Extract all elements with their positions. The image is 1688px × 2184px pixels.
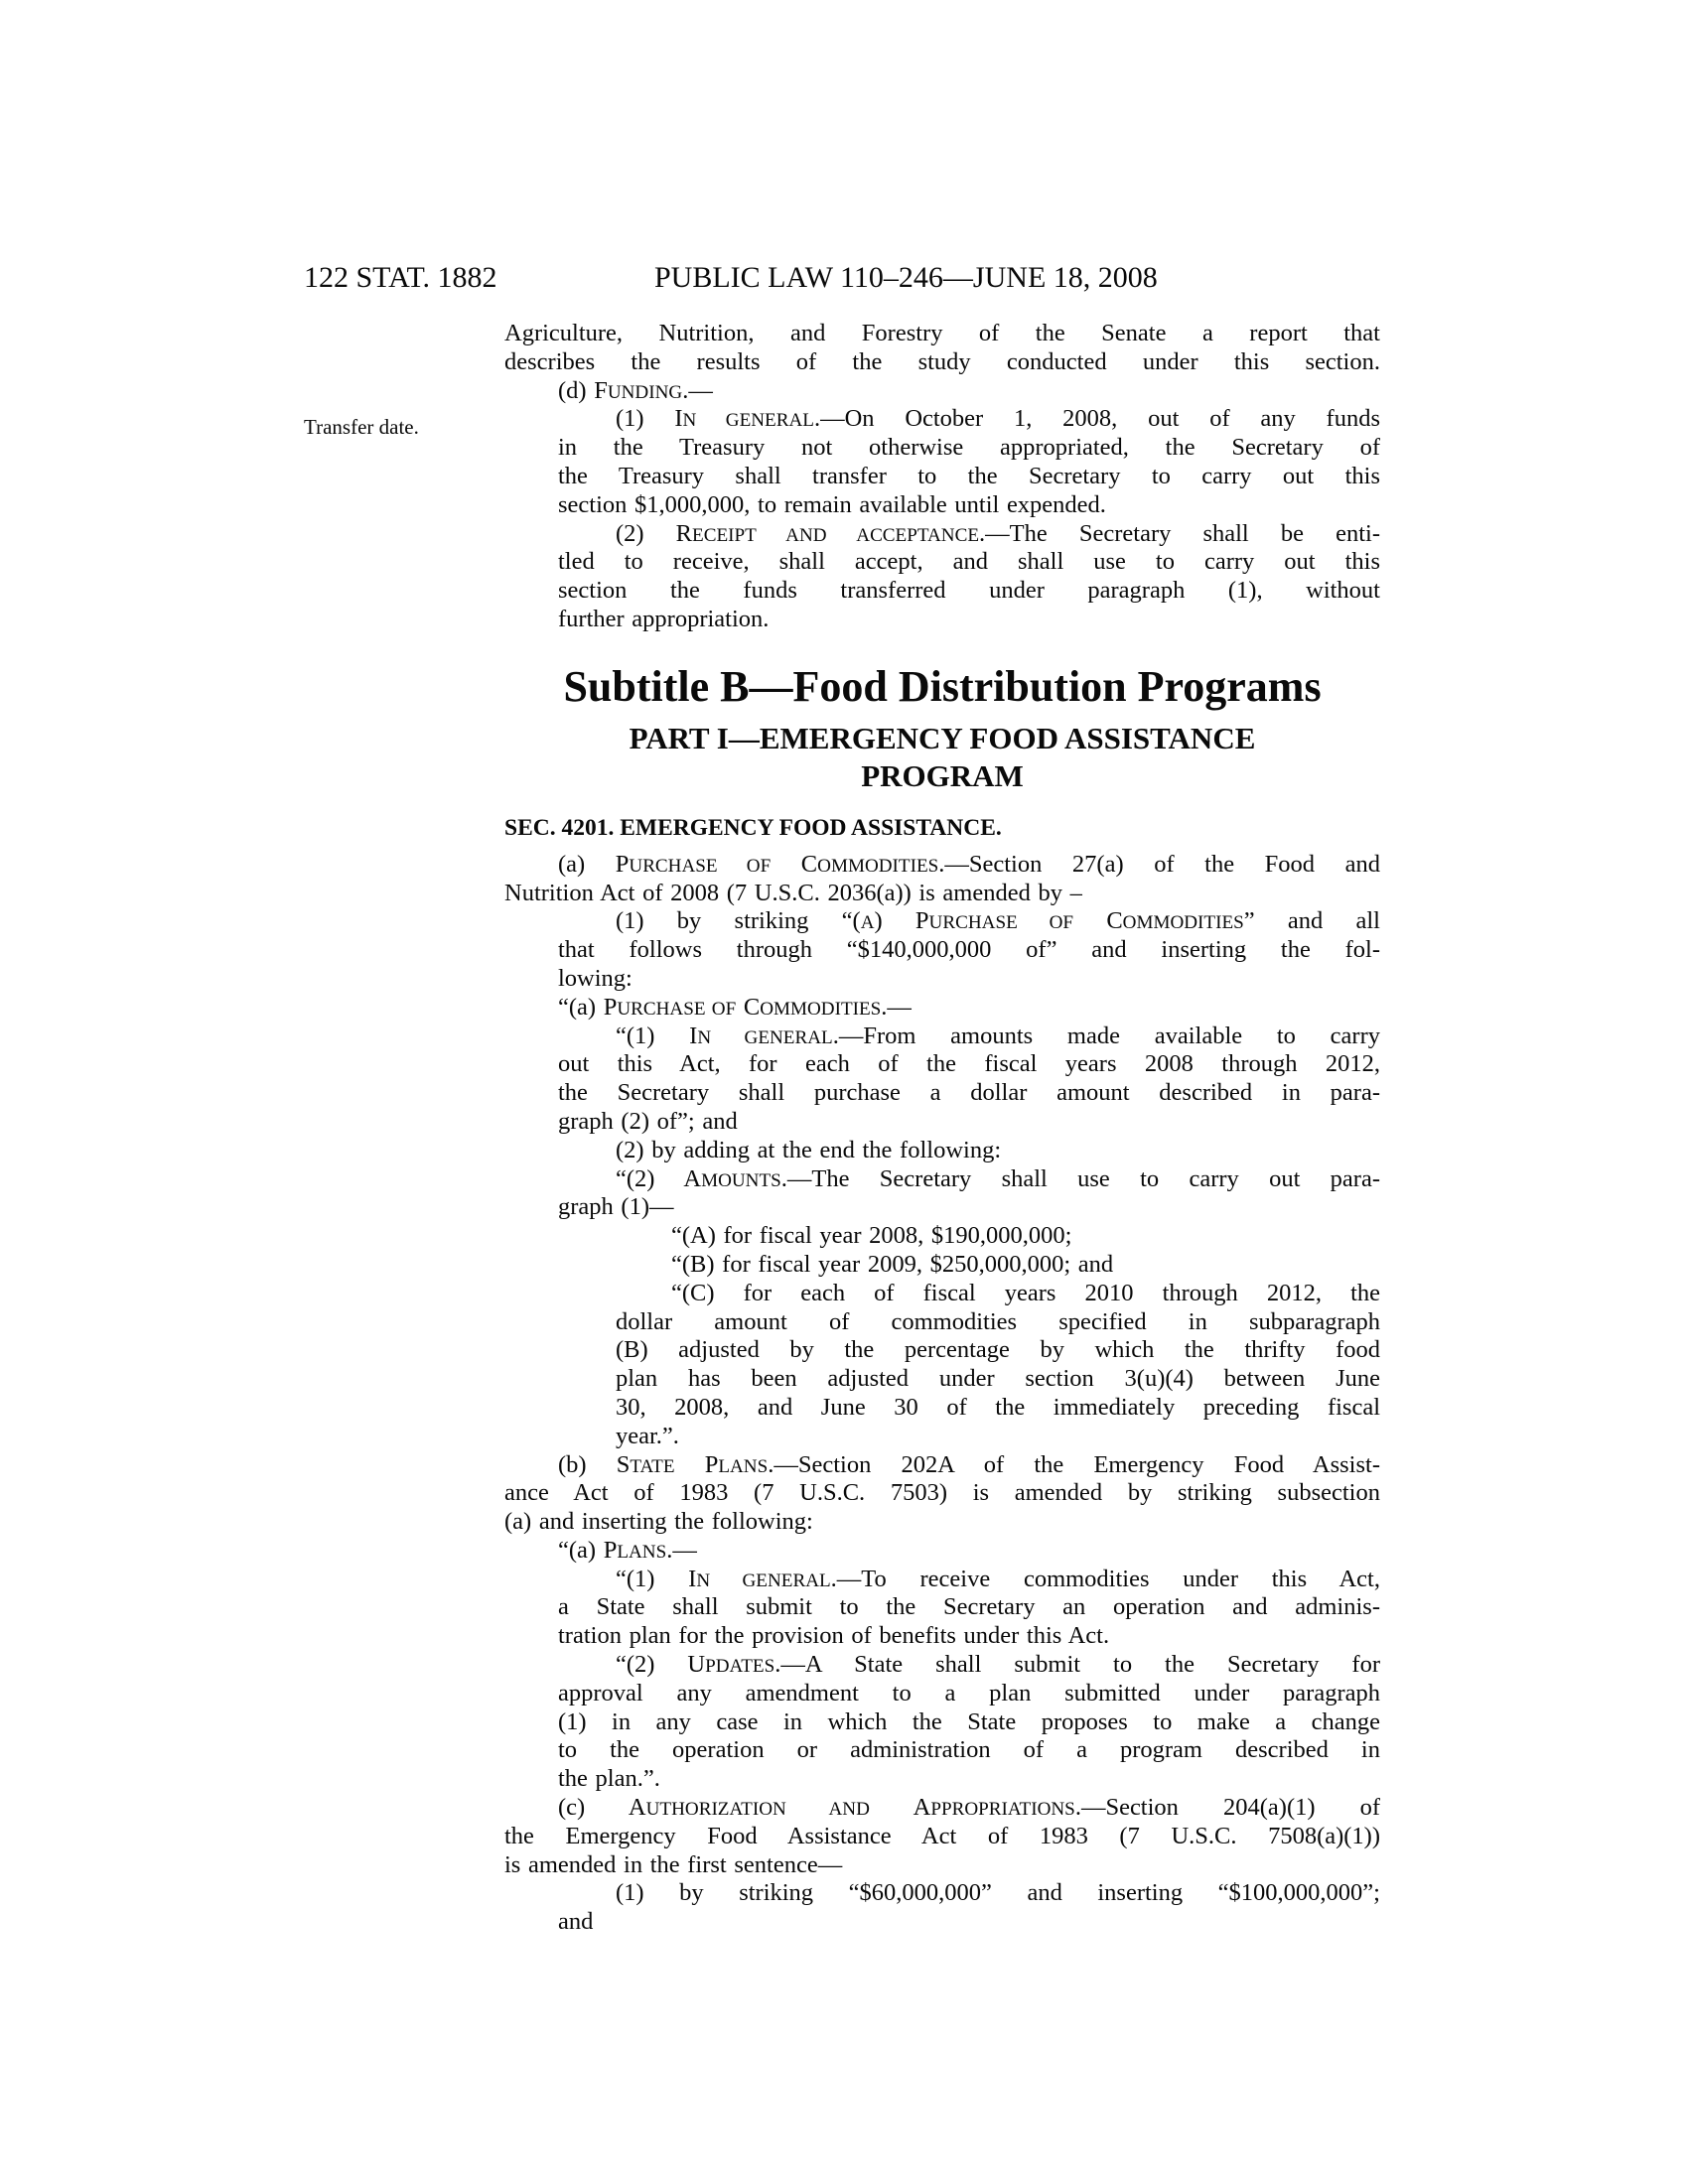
text-line: approval any amendment to a plan submitted under paragraph bbox=[558, 1679, 1380, 1706]
text-line: (2) by adding at the end the following: bbox=[616, 1136, 1002, 1163]
page-stat-number: 122 STAT. 1882 bbox=[304, 261, 497, 294]
small-caps-text: OMMODITIES bbox=[1122, 912, 1244, 934]
small-caps-text: URCHASE OF bbox=[617, 998, 737, 1020]
text-line: (d) FUNDING.— bbox=[558, 376, 713, 404]
text-line: (1) IN GENERAL.—On October 1, 2008, out of any funds bbox=[616, 405, 1380, 433]
body-block-b bbox=[504, 851, 1380, 1937]
text-line: the Emergency Food Assistance Act of 1983 (7 U.S.C. 7508(a)(1)) bbox=[504, 1822, 1380, 1849]
text-line: tration plan for the provision of benefits under this Act. bbox=[558, 1622, 1110, 1650]
small-caps-text: MOUNTS bbox=[701, 1169, 781, 1191]
text-line: in the Treasury not otherwise appropriated, the Secretary of bbox=[558, 434, 1380, 462]
small-caps-text: LANS bbox=[718, 1455, 769, 1477]
small-caps-text: PDATES bbox=[705, 1656, 775, 1678]
part-heading-line2: PROGRAM bbox=[861, 757, 1024, 793]
small-caps-text: UNDING bbox=[607, 381, 683, 403]
text-line: Nutrition Act of 2008 (7 U.S.C. 2036(a)) is amended by – bbox=[504, 879, 1082, 906]
text-line: ance Act of 1983 (7 U.S.C. 7503) is amended by striking subsection bbox=[504, 1479, 1380, 1507]
text-line: section $1,000,000, to remain available until expended. bbox=[558, 490, 1106, 518]
small-caps-text: ECEIPT AND ACCEPTANCE bbox=[692, 524, 980, 546]
text-line: (1) by striking “(A) PURCHASE OF COMMODITIES” and all bbox=[616, 907, 1380, 935]
text-line: plan has been adjusted under section 3(u)(4) between June bbox=[616, 1365, 1380, 1393]
small-caps-text: N GENERAL bbox=[696, 1570, 831, 1591]
text-line: (1) in any case in which the State proposes to make a change bbox=[558, 1707, 1380, 1735]
text-line: year.”. bbox=[616, 1422, 679, 1449]
small-caps-text: OMMODITIES bbox=[817, 855, 939, 877]
text-line: 30, 2008, and June 30 of the immediately preceding fiscal bbox=[616, 1393, 1380, 1421]
main-text-column bbox=[504, 320, 1380, 1937]
text-line: that follows through “$140,000,000 of” and inserting the fol- bbox=[558, 936, 1380, 964]
text-line: section the funds transferred under paragraph (1), without bbox=[558, 577, 1380, 605]
text-line: graph (1)— bbox=[558, 1193, 674, 1221]
body-block-a bbox=[504, 320, 1380, 634]
text-line: Agriculture, Nutrition, and Forestry of the Senate a report that bbox=[504, 320, 1380, 346]
text-line: (1) by striking “$60,000,000” and inserting “$100,000,000”; bbox=[616, 1879, 1380, 1907]
text-line: “(1) IN GENERAL.—From amounts made available to carry bbox=[616, 1022, 1380, 1049]
text-line: “(2) AMOUNTS.—The Secretary shall use to carry out para- bbox=[616, 1164, 1380, 1192]
text-line: further appropriation. bbox=[558, 605, 770, 632]
text-line: “(2) UPDATES.—A State shall submit to the Secretary for bbox=[616, 1651, 1380, 1679]
text-line: (a) and inserting the following: bbox=[504, 1508, 813, 1536]
text-line: to the operation or administration of a program described in bbox=[558, 1736, 1380, 1764]
text-line: “(C) for each of fiscal years 2010 through 2012, the bbox=[671, 1279, 1380, 1306]
text-line: describes the results of the study conducted under this section. bbox=[504, 347, 1380, 375]
small-caps-text: URCHASE OF bbox=[629, 855, 772, 877]
small-caps-text: N GENERAL bbox=[682, 410, 814, 432]
text-line: “(a) PLANS.— bbox=[558, 1536, 697, 1564]
text-line: tled to receive, shall accept, and shall use to carry out this bbox=[558, 548, 1380, 576]
text-line: “(1) IN GENERAL.—To receive commodities under this Act, bbox=[616, 1565, 1380, 1592]
text-line: graph (2) of”; and bbox=[558, 1107, 738, 1135]
text-line: is amended in the first sentence— bbox=[504, 1850, 843, 1878]
text-line: (a) PURCHASE OF COMMODITIES.—Section 27(a) of the Food and bbox=[558, 850, 1380, 878]
text-line: and bbox=[558, 1908, 594, 1936]
part-heading bbox=[504, 720, 1380, 795]
running-header-law-title: PUBLIC LAW 110–246—JUNE 18, 2008 bbox=[654, 261, 1158, 294]
small-caps-text: PPROPRIATIONS bbox=[930, 1799, 1075, 1821]
text-line: dollar amount of commodities specified in subparagraph bbox=[616, 1307, 1380, 1335]
text-line: lowing: bbox=[558, 964, 633, 992]
text-line: “(A) for fiscal year 2008, $190,000,000; bbox=[671, 1222, 1072, 1250]
small-caps-text: OMMODITIES bbox=[760, 998, 882, 1020]
text-line: (b) STATE PLANS.—Section 202A of the Emergency Food Assist- bbox=[558, 1450, 1380, 1478]
small-caps-text: URCHASE OF bbox=[928, 912, 1074, 934]
part-heading-line1: PART I—EMERGENCY FOOD ASSISTANCE bbox=[629, 720, 1256, 755]
text-line: the Secretary shall purchase a dollar amount described in para- bbox=[558, 1079, 1380, 1107]
small-caps-text: UTHORIZATION AND bbox=[645, 1799, 870, 1821]
subtitle-heading: Subtitle B—Food Distribution Programs bbox=[563, 661, 1322, 711]
small-caps-text: LANS bbox=[617, 1541, 667, 1563]
text-line: out this Act, for each of the fiscal years 2008 through 2012, bbox=[558, 1050, 1380, 1078]
text-line: “(a) PURCHASE OF COMMODITIES.— bbox=[558, 993, 912, 1021]
small-caps-text: A bbox=[860, 912, 875, 934]
small-caps-text: TATE bbox=[630, 1455, 675, 1477]
text-line: (c) AUTHORIZATION AND APPROPRIATIONS.—Section 204(a)(1) of bbox=[558, 1794, 1380, 1822]
small-caps-text: N GENERAL bbox=[697, 1026, 833, 1048]
text-line: the plan.”. bbox=[558, 1765, 660, 1793]
text-line: (B) adjusted by the percentage by which the thrifty food bbox=[616, 1336, 1380, 1364]
text-line: (2) RECEIPT AND ACCEPTANCE.—The Secretary shall be enti- bbox=[616, 519, 1380, 547]
text-line: “(B) for fiscal year 2009, $250,000,000; and bbox=[671, 1250, 1114, 1278]
section-heading: SEC. 4201. EMERGENCY FOOD ASSISTANCE. bbox=[504, 814, 1002, 841]
text-line: a State shall submit to the Secretary an operation and adminis- bbox=[558, 1593, 1380, 1621]
text-line: the Treasury shall transfer to the Secretary to carry out this bbox=[558, 462, 1380, 489]
margin-note-transfer-date: Transfer date. bbox=[304, 415, 419, 439]
